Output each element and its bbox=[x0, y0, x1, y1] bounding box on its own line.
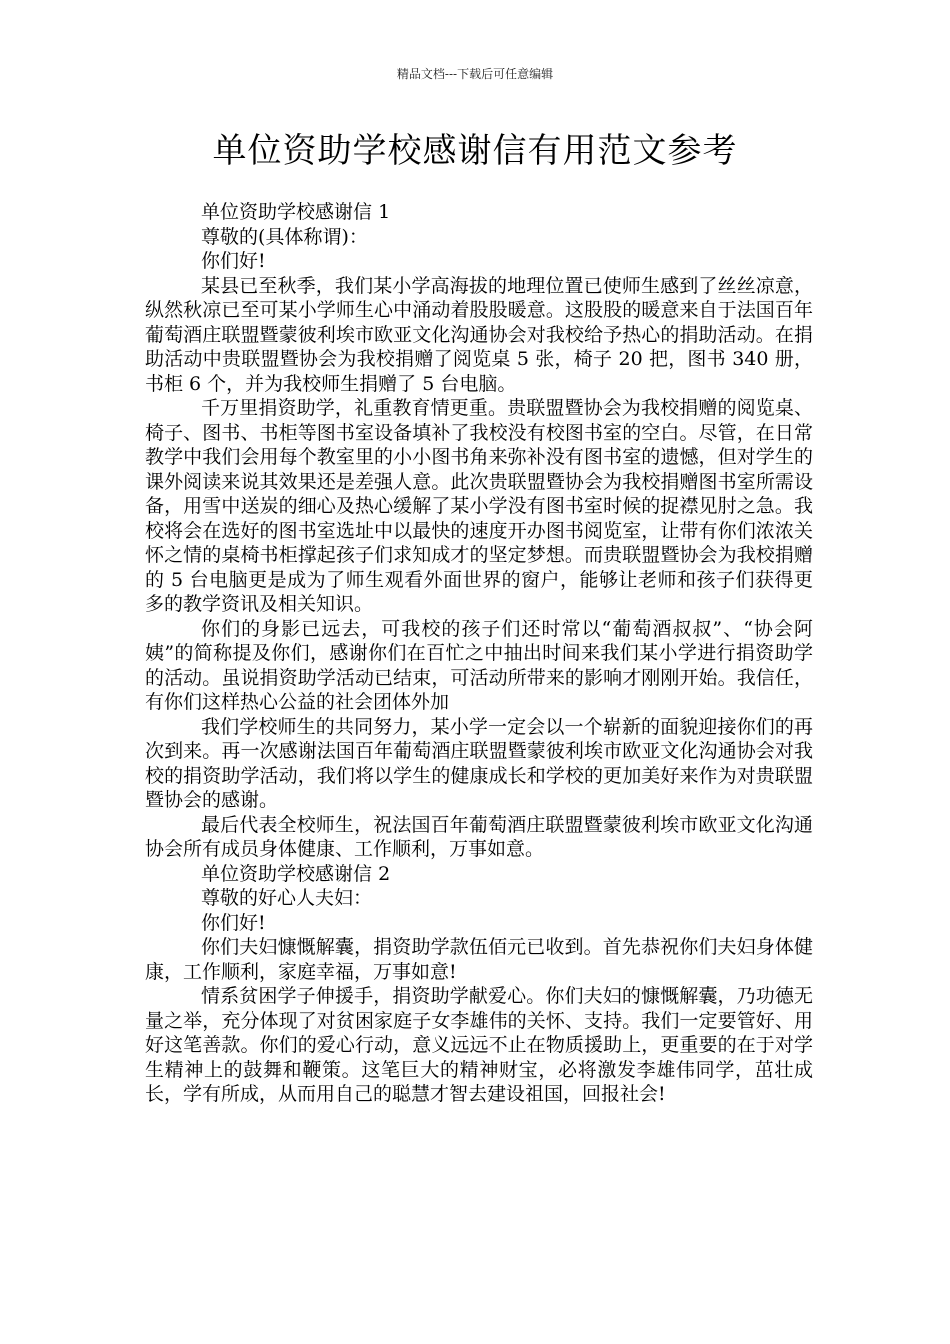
letter-1-salutation: 尊敬的(具体称谓)： bbox=[201, 225, 368, 248]
body-paragraph: 千万里捐资助学，礼重教育情更重。贵联盟暨协会为我校捐赠的阅览桌、椅子、图书、书柜等图书室设备填补了我校没有校图书室的空白。尽管，在日常教学中我们会用每个教室里的小小图书角来弥补没有图书室的遗憾，但对学生的课外阅读来说其效果还是差强人意。此次贵联盟暨协会为我校捐赠图书室所需设备，用雪中送炭的细心及热心缓解了某小学没有图书室时候的捉襟见肘之急。我校将会在选好的图书室选址中以最快的速度开办图书阅览室，让带有你们浓浓关怀之情的桌椅书柜撑起孩子们求知成才的坚定梦想。而贵联盟暨协会为我校捐赠的 5 台电脑更是成为了师生观看外面世界的窗户，能够让老师和孩子们获得更多的教学资讯及相关知识。 bbox=[145, 397, 813, 615]
body-paragraph: 你们的身影已远去，可我校的孩子们还时常以“葡萄酒叔叔”、“协会阿姨”的简称提及你们，感谢你们在百忙之中抽出时间来我们某小学进行捐资助学的活动。虽说捐资助学活动已结束，可活动所带来的影响才刚刚开始。我信任，有你们这样热心公益的社会团体外加 bbox=[145, 617, 813, 713]
body-paragraph: 你们夫妇慷慨解囊，捐资助学款伍佰元已收到。首先恭祝你们夫妇身体健康，工作顺利，家庭幸福，万事如意! bbox=[145, 936, 813, 983]
letter-1-closing: 最后代表全校师生，祝法国百年葡萄酒庄联盟暨蒙彼利埃市欧亚文化沟通协会所有成员身体健康、工作顺利，万事如意。 bbox=[145, 813, 813, 860]
letter-2-heading: 单位资助学校感谢信 2 bbox=[201, 862, 391, 885]
body-paragraph: 我们学校师生的共同努力，某小学一定会以一个崭新的面貌迎接你们的再次到来。再一次感谢法国百年葡萄酒庄联盟暨蒙彼利埃市欧亚文化沟通协会对我校的捐资助学活动，我们将以学生的健康成长和学校的更加美好来作为对贵联盟暨协会的感谢。 bbox=[145, 715, 813, 811]
body-paragraph: 某县已至秋季，我们某小学高海拔的地理位置已使师生感到了丝丝凉意，纵然秋凉已至可某小学师生心中涌动着股股暖意。这股股的暖意来自于法国百年葡萄酒庄联盟暨蒙彼利埃市欧亚文化沟通协会对我校给予热心的捐助活动。在捐助活动中贵联盟暨协会为我校捐赠了阅览桌 5 张，椅子 20 把，图书 340 册，书柜 6 个，并为我校师生捐赠了 5 台电脑。 bbox=[145, 274, 813, 395]
letter-1-heading: 单位资助学校感谢信 1 bbox=[201, 201, 391, 223]
letter-2-salutation: 尊敬的好心人夫妇： bbox=[201, 887, 373, 909]
document-body bbox=[145, 200, 813, 1107]
page-header-note: 精品文档---下载后可任意编辑 bbox=[396, 67, 554, 81]
letter-1-greeting: 你们好! bbox=[201, 250, 266, 272]
letter-2-greeting: 你们好! bbox=[201, 911, 266, 934]
document-title: 单位资助学校感谢信有用范文参考 bbox=[212, 131, 738, 171]
body-paragraph: 情系贫困学子伸援手，捐资助学献爱心。你们夫妇的慷慨解囊，乃功德无量之举，充分体现了对贫困家庭子女李雄伟的关怀、支持。我们一定要管好、用好这笔善款。你们的爱心行动，意义远远不止在物质援助上，更重要的在于对学生精神上的鼓舞和鞭策。这笔巨大的精神财宝，必将激发李雄伟同学，茁壮成长，学有所成，从而用自己的聪慧才智去建设祖国，回报社会! bbox=[145, 985, 813, 1105]
